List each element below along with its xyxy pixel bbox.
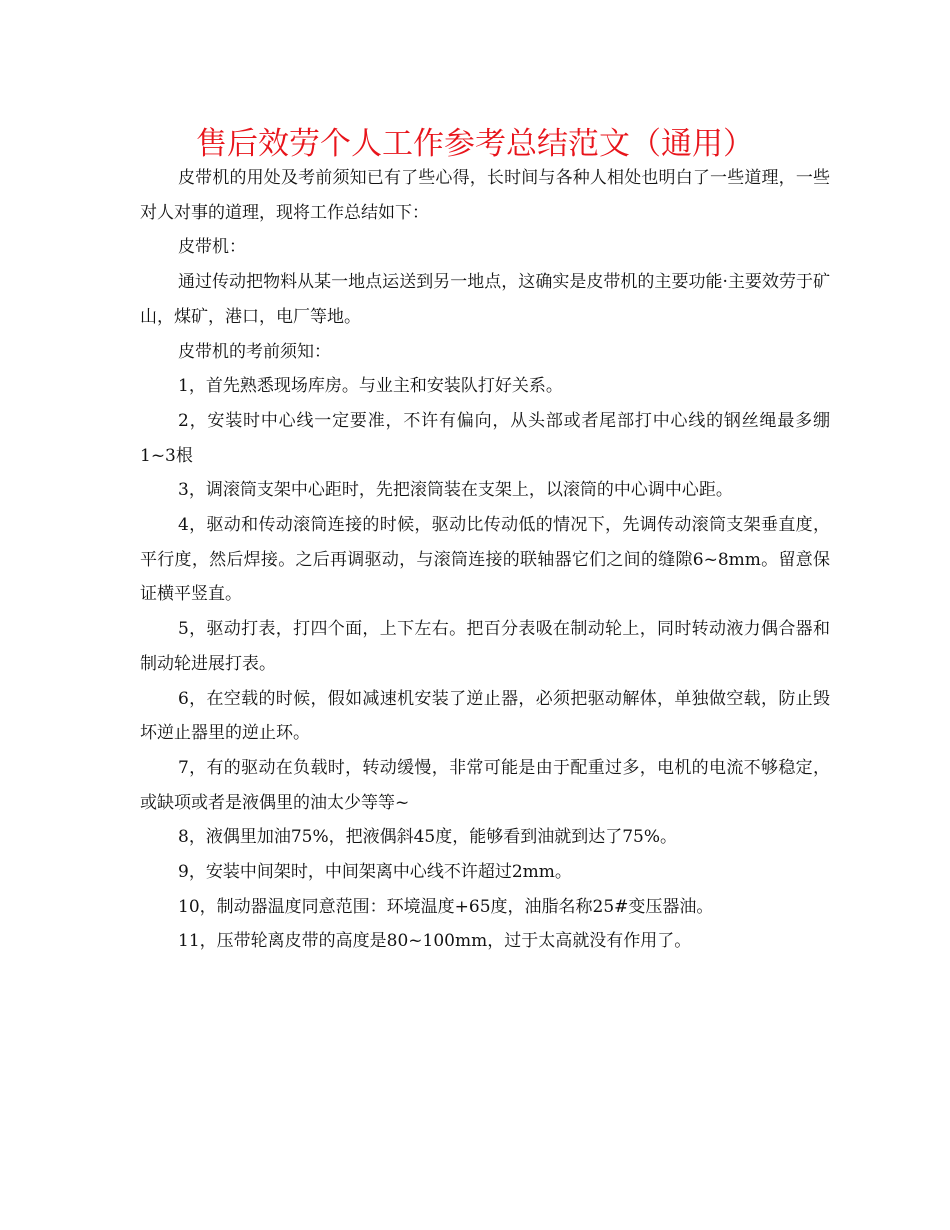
list-item-10: 10，制动器温度同意范围：环境温度+65度，油脂名称25#变压器油。 bbox=[178, 896, 714, 917]
list-item-11: 11，压带轮离皮带的高度是80~100mm，过于太高就没有作用了。 bbox=[178, 931, 692, 952]
paragraph-function: 通过传动把物料从某一地点运送到另一地点，这确实是皮带机的主要功能·主要效劳于矿山，煤矿，港口，电厂等地。 bbox=[140, 272, 830, 327]
list-item-7: 7，有的驱动在负载时，转动缓慢，非常可能是由于配重过多，电机的电流不够稳定，或缺项或者是液偶里的油太少等等~ bbox=[140, 757, 830, 813]
list-item-1: 1，首先熟悉现场库房。与业主和安装队打好关系。 bbox=[178, 376, 563, 397]
list-item-4: 4，驱动和传动滚筒连接的时候，驱动比传动低的情况下，先调传动滚筒支架垂直度，平行度，然后焊接。之后再调驱动，与滚筒连接的联轴器它们之间的缝隙6~8mm。留意保证横平竖直。 bbox=[140, 515, 830, 605]
list-item-2: 2，安装时中心线一定要准，不许有偏向，从头部或者尾部打中心线的钢丝绳最多绷1~3根 bbox=[140, 410, 830, 466]
document-title: 售后效劳个人工作参考总结范文（通用） bbox=[196, 126, 754, 162]
list-item-9: 9，安装中间架时，中间架离中心线不许超过2mm。 bbox=[178, 862, 572, 883]
paragraph-heading-notes: 皮带机的考前须知： bbox=[178, 341, 331, 362]
paragraph-heading-belt-machine: 皮带机： bbox=[178, 237, 246, 258]
list-item-8: 8，液偶里加油75%，把液偶斜45度，能够看到油就到达了75%。 bbox=[178, 827, 678, 848]
paragraph-intro: 皮带机的用处及考前须知已有了些心得，长时间与各种人相处也明白了一些道理，一些对人对事的道理，现将工作总结如下： bbox=[140, 168, 830, 223]
list-item-5: 5，驱动打表，打四个面，上下左右。把百分表吸在制动轮上，同时转动液力偶合器和制动轮进展打表。 bbox=[140, 619, 830, 674]
list-item-3: 3，调滚筒支架中心距时，先把滚筒装在支架上，以滚筒的中心调中心距。 bbox=[178, 480, 733, 501]
list-item-6: 6，在空载的时候，假如减速机安装了逆止器，必须把驱动解体，单独做空载，防止毁坏逆止器里的逆止环。 bbox=[140, 688, 830, 744]
document-body bbox=[140, 161, 830, 959]
